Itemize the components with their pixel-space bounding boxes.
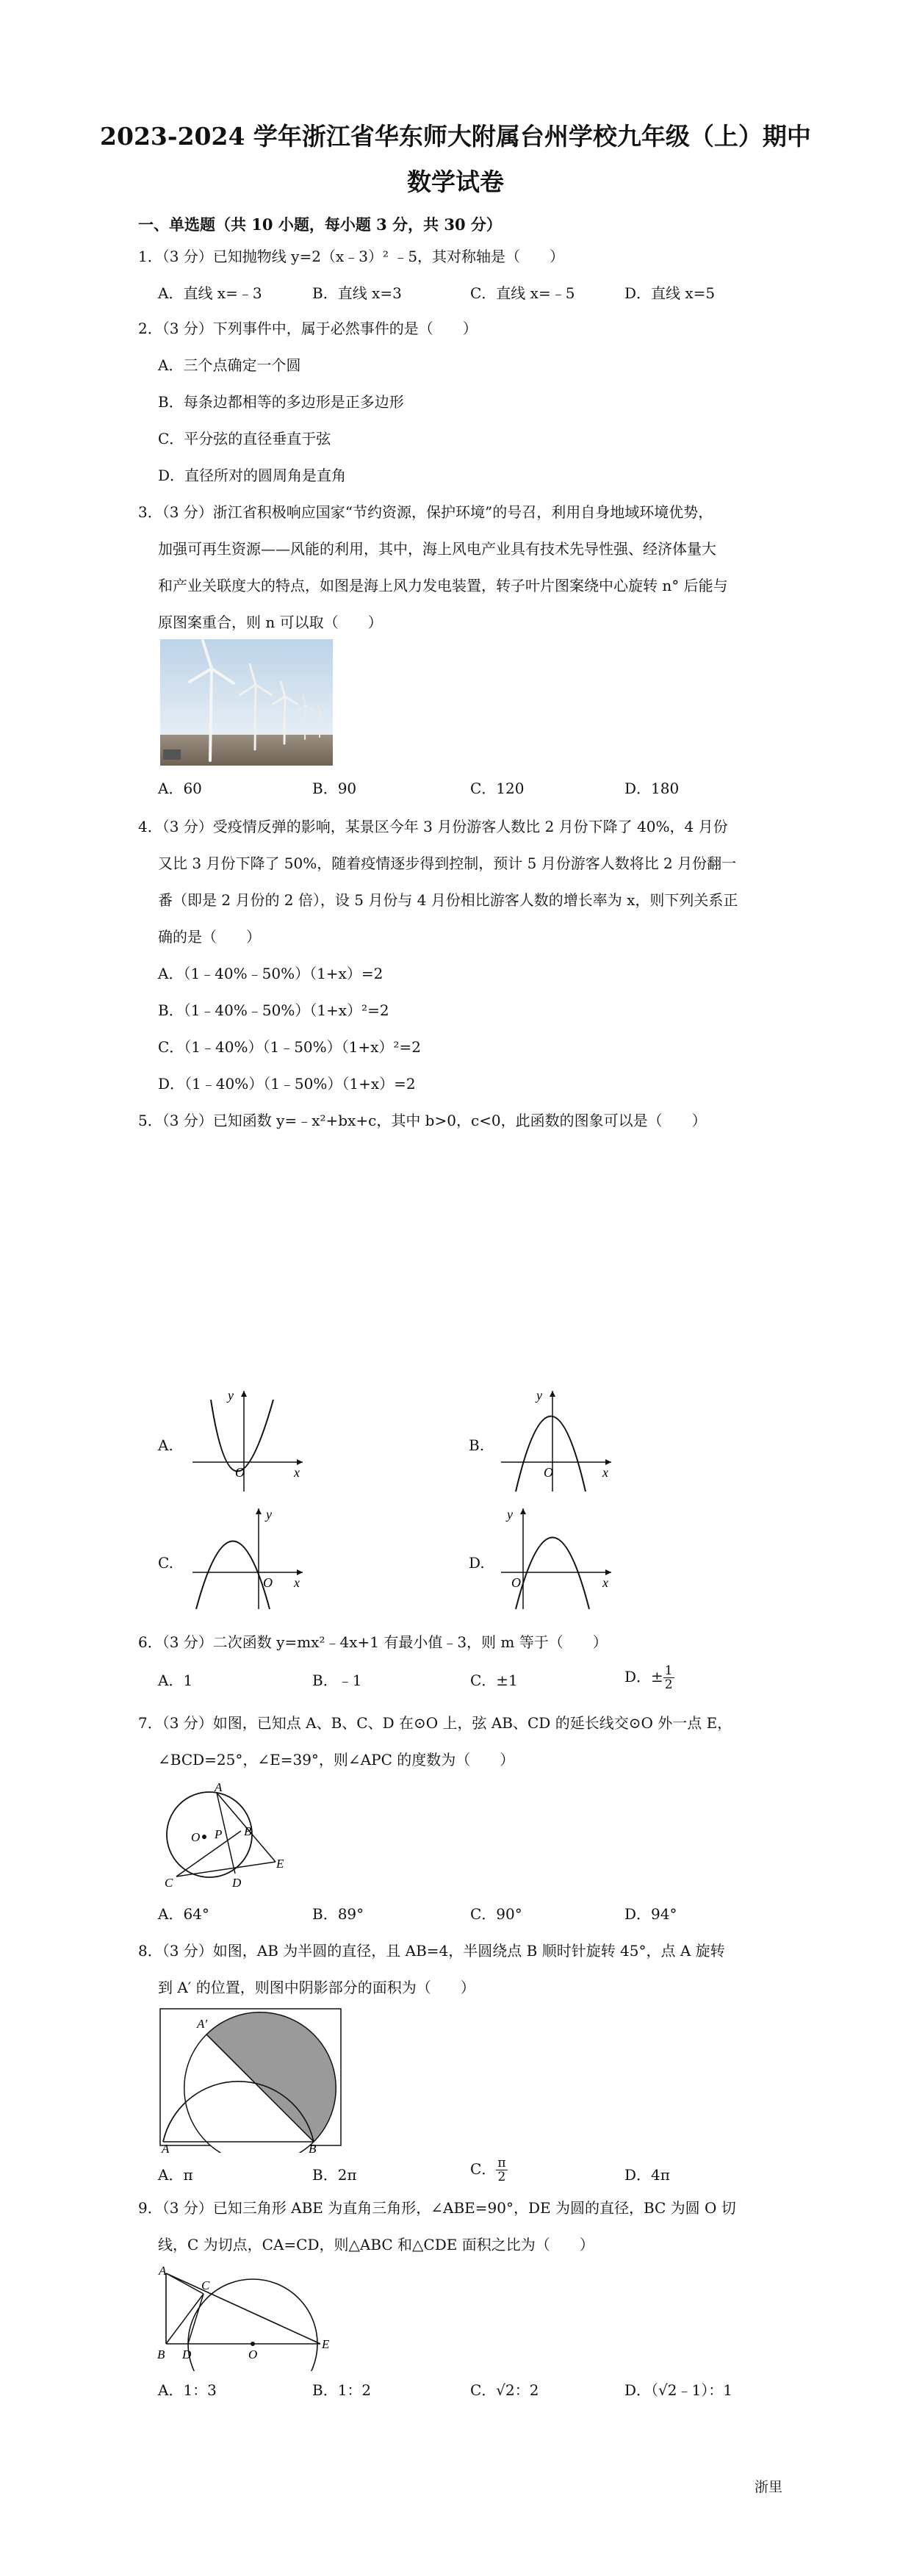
q7-option-d: D．94° bbox=[624, 1905, 677, 1923]
q4-option-a: A．（1﹣40%﹣50%）（1+x）=2 bbox=[158, 965, 384, 982]
q8-option-a: A．π bbox=[158, 2166, 193, 2184]
q6-option-c: C．±1 bbox=[470, 1672, 518, 1689]
question-2: 2．（3 分）下列事件中，属于必然事件的是（ ） bbox=[138, 320, 478, 337]
footer-mark: 浙里 bbox=[754, 2479, 782, 2495]
semicircle-rotation-figure bbox=[156, 2006, 347, 2153]
svg-text:A: A bbox=[159, 2264, 167, 2278]
q5-c-origin-label: O bbox=[263, 1575, 273, 1590]
svg-text:E: E bbox=[322, 2337, 330, 2351]
q4-option-b: B．（1﹣40%﹣50%）（1+x）²=2 bbox=[158, 1001, 389, 1019]
q5-b-y-label: y bbox=[536, 1388, 542, 1403]
q1-option-c: C．直线 x=﹣5 bbox=[470, 284, 575, 302]
page-subtitle: 数学试卷 bbox=[407, 168, 504, 196]
question-7-line-2: ∠BCD=25°，∠E=39°，则∠APC 的度数为（ ） bbox=[158, 1751, 515, 1769]
question-4-line-2: 又比 3 月份下降了 50%，随着疫情逐步得到控制，预计 5 月份游客人数将比 2 月份翻一 bbox=[158, 855, 737, 872]
question-8-line-1: 8．（3 分）如图，AB 为半圆的直径，且 AB=4，半圆绕点 B 顺时针旋转 45°，点 A 旋转 bbox=[138, 1942, 725, 1960]
svg-text:B: B bbox=[244, 1824, 252, 1838]
svg-text:A: A bbox=[215, 1780, 223, 1794]
q6-fraction-denominator: 2 bbox=[664, 1677, 673, 1692]
q5-b-x-label: x bbox=[602, 1465, 608, 1480]
section-heading: 一、单选题（共 10 小题，每小题 3 分，共 30 分） bbox=[138, 215, 502, 234]
q7-option-c: C．90° bbox=[470, 1905, 522, 1923]
svg-text:B: B bbox=[157, 2347, 165, 2361]
q8-option-b: B．2π bbox=[312, 2166, 357, 2184]
svg-text:A: A bbox=[162, 2142, 170, 2153]
question-5: 5．（3 分）已知函数 y=﹣x²+bx+c，其中 b>0，c<0，此函数的图象可以是（ ） bbox=[138, 1112, 707, 1129]
q6-option-b: B．﹣1 bbox=[312, 1672, 362, 1689]
q5-graph-d bbox=[494, 1503, 619, 1613]
q4-option-d: D．（1﹣40%）（1﹣50%）（1+x）=2 bbox=[158, 1075, 416, 1093]
q1-option-d: D．直线 x=5 bbox=[624, 284, 716, 302]
question-3-line-4: 原图案重合，则 n 可以取（ ） bbox=[158, 614, 383, 631]
question-7-line-1: 7．（3 分）如图，已知点 A、B、C、D 在⊙O 上，弦 AB、CD 的延长线交⊙O 外一点 E， bbox=[138, 1714, 732, 1732]
q8-fraction-denominator: 2 bbox=[497, 2170, 506, 2184]
svg-text:D: D bbox=[182, 2347, 192, 2361]
q9-option-b: B．1：2 bbox=[312, 2381, 372, 2399]
q5-option-a: A. bbox=[158, 1436, 173, 1454]
q8-option-c-label: C． bbox=[470, 2160, 497, 2178]
q7-option-b: B．89° bbox=[312, 1905, 364, 1923]
q3-option-a: A．60 bbox=[158, 780, 202, 797]
q5-c-y-label: y bbox=[266, 1507, 272, 1522]
q5-option-c: C. bbox=[158, 1554, 173, 1572]
q8-fraction bbox=[496, 2156, 507, 2184]
q5-graph-b bbox=[494, 1385, 619, 1495]
svg-text:O: O bbox=[191, 1830, 201, 1844]
question-3-line-2: 加强可再生资源——风能的利用，其中，海上风电产业具有技术先导性强、经济体量大 bbox=[158, 540, 716, 558]
q2-option-b: B．每条边都相等的多边形是正多边形 bbox=[158, 393, 404, 411]
q6-fraction bbox=[663, 1664, 674, 1691]
q6-option-a: A．1 bbox=[158, 1672, 193, 1689]
q5-option-d: D. bbox=[469, 1554, 485, 1572]
q7-option-a: A．64° bbox=[158, 1905, 209, 1923]
svg-text:A′: A′ bbox=[197, 2017, 208, 2031]
q9-option-c: C．√2：2 bbox=[470, 2381, 539, 2399]
right-triangle-circle-figure bbox=[156, 2264, 336, 2371]
q5-a-x-label: x bbox=[294, 1465, 300, 1480]
q9-option-a: A．1：3 bbox=[158, 2381, 217, 2399]
q5-option-b: B. bbox=[469, 1436, 485, 1454]
svg-text:B: B bbox=[309, 2142, 317, 2153]
q8-fraction-numerator: π bbox=[497, 2156, 506, 2170]
q6-fraction-numerator: 1 bbox=[664, 1663, 673, 1678]
svg-text:P: P bbox=[215, 1827, 223, 1841]
q2-option-a: A．三个点确定一个圆 bbox=[158, 356, 301, 374]
q3-option-b: B．90 bbox=[312, 780, 357, 797]
question-6: 6．（3 分）二次函数 y=mx²﹣4x+1 有最小值﹣3，则 m 等于（ ） bbox=[138, 1633, 608, 1651]
q5-d-origin-label: O bbox=[511, 1575, 521, 1590]
q5-d-y-label: y bbox=[507, 1507, 513, 1522]
question-9-line-2: 线，C 为切点，CA=CD，则△ABC 和△CDE 面积之比为（ ） bbox=[158, 2236, 594, 2253]
q5-a-y-label: y bbox=[228, 1388, 234, 1403]
question-3-line-3: 和产业关联度大的特点，如图是海上风力发电装置，转子叶片图案绕中心旋转 n° 后能与 bbox=[158, 577, 728, 594]
q5-d-x-label: x bbox=[602, 1575, 608, 1590]
q3-option-d: D．180 bbox=[624, 780, 680, 797]
question-4-line-3: 番（即是 2 月份的 2 倍），设 5 月份与 4 月份相比游客人数的增长率为 x，则下列关系正 bbox=[158, 891, 738, 909]
q5-graph-c bbox=[185, 1503, 310, 1613]
q4-option-c: C．（1﹣40%）（1﹣50%）（1+x）²=2 bbox=[158, 1038, 421, 1056]
question-1: 1．（3 分）已知抛物线 y=2（x﹣3）² ﹣5，其对称轴是（ ） bbox=[138, 248, 565, 265]
svg-text:E: E bbox=[276, 1857, 284, 1871]
q6-option-d-label: D．± bbox=[624, 1668, 663, 1685]
question-4-line-1: 4．（3 分）受疫情反弹的影响，某景区今年 3 月份游客人数比 2 月份下降了 40%，4 月份 bbox=[138, 818, 728, 835]
wind-turbine-photo bbox=[160, 639, 333, 766]
question-3-line-1: 3．（3 分）浙江省积极响应国家“节约资源，保护环境”的号召，利用自身地域环境优势， bbox=[138, 503, 713, 521]
q5-graph-a bbox=[185, 1385, 310, 1495]
q2-option-c: C．平分弦的直径垂直于弦 bbox=[158, 430, 331, 447]
q1-option-a: A．直线 x=﹣3 bbox=[158, 284, 262, 302]
q5-a-origin-label: O bbox=[235, 1465, 245, 1480]
svg-text:C: C bbox=[201, 2278, 210, 2292]
svg-text:C: C bbox=[165, 1876, 173, 1890]
q8-option-c bbox=[470, 2156, 508, 2184]
svg-text:D: D bbox=[232, 1876, 242, 1890]
circle-figure-q7 bbox=[154, 1780, 294, 1890]
q2-option-d: D．直径所对的圆周角是直角 bbox=[158, 467, 347, 484]
q5-c-x-label: x bbox=[294, 1575, 300, 1590]
q5-b-origin-label: O bbox=[544, 1465, 553, 1480]
question-8-line-2: 到 A′ 的位置，则图中阴影部分的面积为（ ） bbox=[158, 1979, 475, 1996]
q3-option-c: C．120 bbox=[470, 780, 525, 797]
q8-option-d: D．4π bbox=[624, 2166, 670, 2184]
q1-option-b: B．直线 x=3 bbox=[312, 284, 402, 302]
svg-text:O: O bbox=[248, 2347, 258, 2361]
question-9-line-1: 9．（3 分）已知三角形 ABE 为直角三角形，∠ABE=90°，DE 为圆的直径，BC 为圆 O 切 bbox=[138, 2199, 736, 2217]
q9-option-d: D．（√2﹣1）：1 bbox=[624, 2381, 732, 2399]
page-title: 2023-2024 学年浙江省华东师大附属台州学校九年级（上）期中 bbox=[100, 122, 811, 151]
q6-option-d bbox=[624, 1664, 674, 1691]
question-4-line-4: 确的是（ ） bbox=[158, 928, 261, 946]
